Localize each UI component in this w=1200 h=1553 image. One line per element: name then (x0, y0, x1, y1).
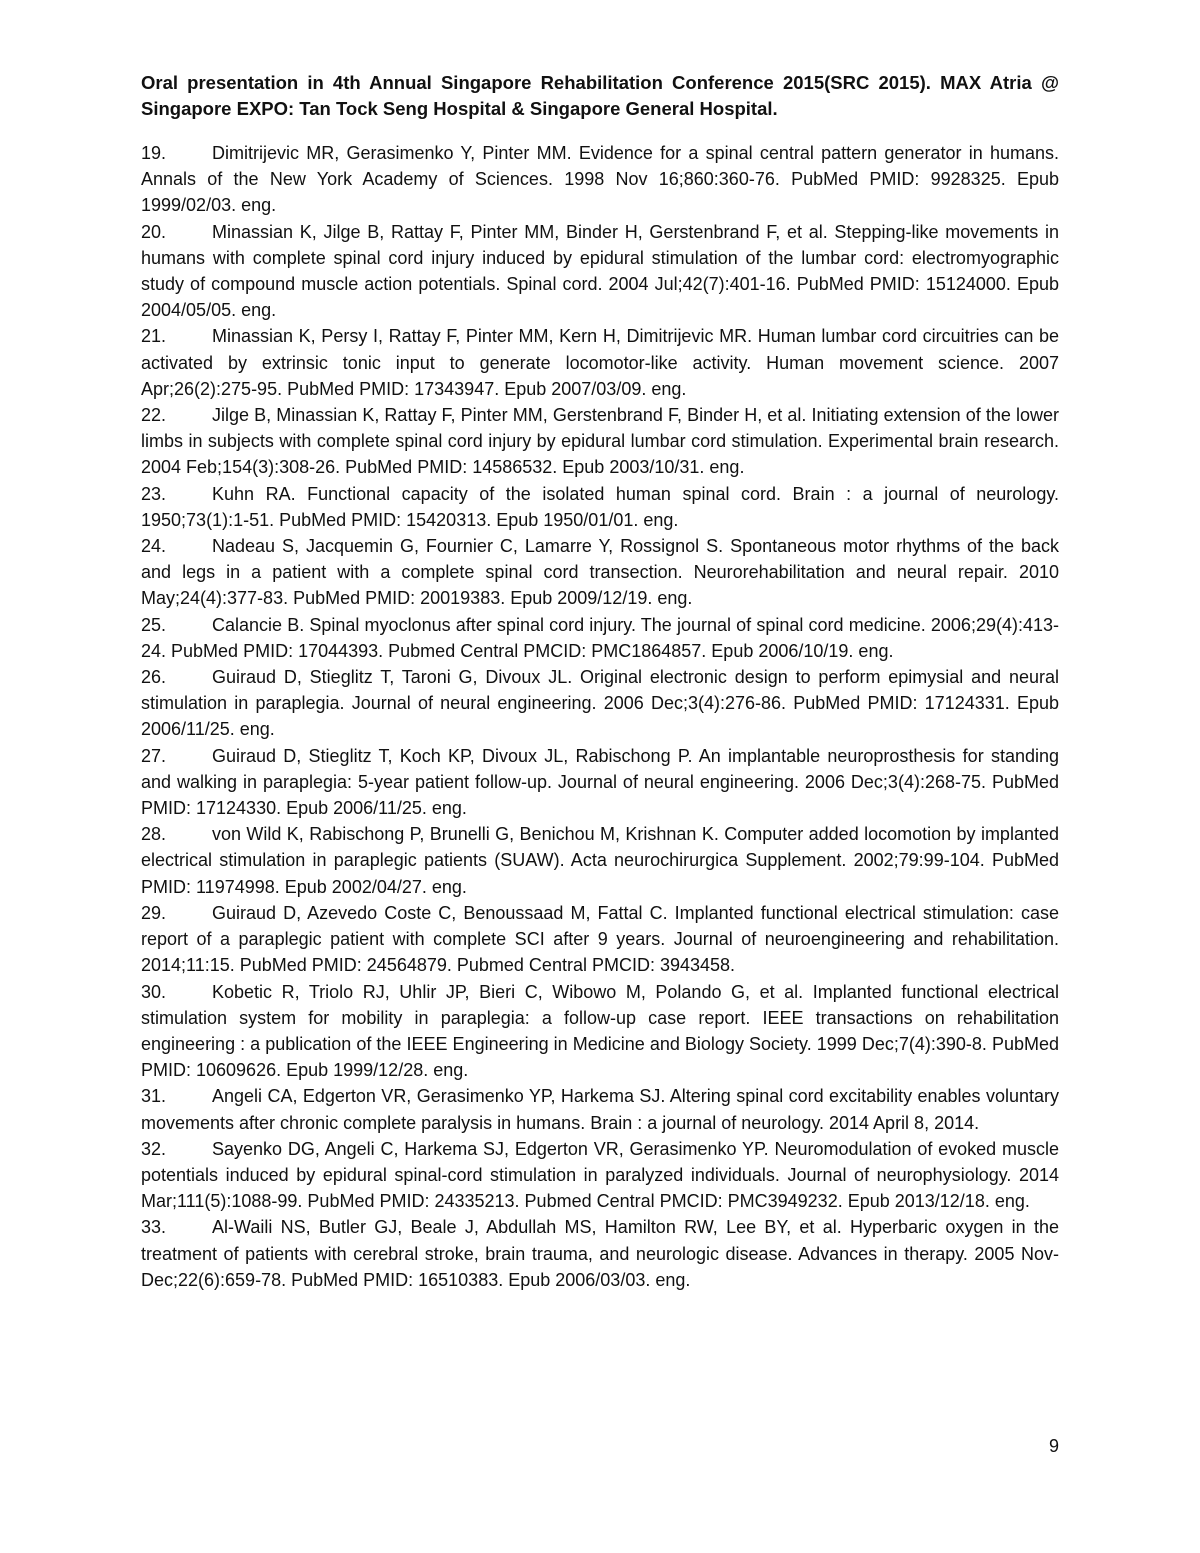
reference-text: Angeli CA, Edgerton VR, Gerasimenko YP, Harkema SJ. Altering spinal cord excitability enables voluntary movements after chronic complete paralysis in humans. Brain : a journal of neurology. 2014 April 8, 2014. (141, 1086, 1059, 1133)
reference-item (141, 979, 1059, 1084)
presentation-heading: Oral presentation in 4th Annual Singapore Rehabilitation Conference 2015(SRC 2015). MAX Atria @ Singapore EXPO: Tan Tock Seng Hospital & Singapore General Hospital. (141, 72, 1059, 119)
reference-text: Minassian K, Persy I, Rattay F, Pinter MM, Kern H, Dimitrijevic MR. Human lumbar cord circuitries can be activated by extrinsic tonic input to generate locomotor-like activity. Human movement science. 2007 Apr;26(2):275-95. PubMed PMID: 17343947. Epub 2007/03/09. eng. (141, 326, 1059, 399)
reference-item (141, 664, 1059, 743)
reference-number: 22. (141, 405, 167, 426)
reference-number: 32. (141, 1138, 167, 1159)
reference-number: 20. (141, 221, 167, 242)
reference-text: Jilge B, Minassian K, Rattay F, Pinter MM, Gerstenbrand F, Binder H, et al. Initiating extension of the lower limbs in subjects with complete spinal cord injury by epidural lumbar cord stimulation. Experimental brain research. 2004 Feb;154(3):308-26. PubMed PMID: 14586532. Epub 2003/10/31. eng. (141, 405, 1059, 478)
reference-item (141, 140, 1059, 219)
reference-item (141, 900, 1059, 979)
reference-text: Al-Waili NS, Butler GJ, Beale J, Abdullah MS, Hamilton RW, Lee BY, et al. Hyperbaric oxygen in the treatment of patients with cerebral stroke, brain trauma, and neurologic disease. Advances in therapy. 2005 Nov-Dec;22(6):659-78. PubMed PMID: 16510383. Epub 2006/03/03. eng. (141, 1217, 1059, 1290)
reference-text: Kobetic R, Triolo RJ, Uhlir JP, Bieri C, Wibowo M, Polando G, et al. Implanted functional electrical stimulation system for mobility in paraplegia: a follow-up case report. IEEE transactions on rehabilitation engineering : a publication of the IEEE Engineering in Medicine and Biology Society. 1999 Dec;7(4):390-8. PubMed PMID: 10609626. Epub 1999/12/28. eng. (141, 981, 1059, 1081)
reference-item (141, 1083, 1059, 1135)
reference-list (141, 140, 1059, 1293)
reference-number: 25. (141, 614, 167, 635)
reference-number: 31. (141, 1086, 167, 1107)
reference-text: von Wild K, Rabischong P, Brunelli G, Benichou M, Krishnan K. Computer added locomotion by implanted electrical stimulation in paraplegic patients (SUAW). Acta neurochirurgica Supplement. 2002;79:99-104. PubMed PMID: 11974998. Epub 2002/04/27. eng. (141, 824, 1059, 897)
reference-number: 24. (141, 536, 167, 557)
reference-number: 33. (141, 1217, 167, 1238)
reference-item (141, 612, 1059, 664)
reference-item (141, 402, 1059, 481)
reference-text: Sayenko DG, Angeli C, Harkema SJ, Edgerton VR, Gerasimenko YP. Neuromodulation of evoked muscle potentials induced by epidural spinal-cord stimulation in paralyzed individuals. Journal of neurophysiology. 2014 Mar;111(5):1088-99. PubMed PMID: 24335213. Pubmed Central PMCID: PMC3949232. Epub 2013/12/18. eng. (141, 1138, 1059, 1212)
document-page (141, 70, 1059, 1293)
reference-item (141, 481, 1059, 533)
reference-number: 29. (141, 902, 167, 923)
reference-text: Dimitrijevic MR, Gerasimenko Y, Pinter MM. Evidence for a spinal central pattern generator in humans. Annals of the New York Academy of Sciences. 1998 Nov 16;860:360-76. PubMed PMID: 9928325. Epub 1999/02/03. eng. (141, 143, 1059, 216)
reference-number: 21. (141, 326, 167, 347)
reference-text: Calancie B. Spinal myoclonus after spinal cord injury. The journal of spinal cord medicine. 2006;29(4):413-24. PubMed PMID: 17044393. Pubmed Central PMCID: PMC1864857. Epub 2006/10/19. eng. (141, 614, 1059, 661)
reference-text: Minassian K, Jilge B, Rattay F, Pinter MM, Binder H, Gerstenbrand F, et al. Stepping-like movements in humans with complete spinal cord injury induced by epidural stimulation of the lumbar cord: electromyographic study of compound muscle action potentials. Spinal cord. 2004 Jul;42(7):401-16. PubMed PMID: 15124000. Epub 2004/05/05. eng. (141, 221, 1059, 321)
reference-item (141, 323, 1059, 402)
reference-number: 30. (141, 981, 167, 1002)
reference-number: 19. (141, 143, 167, 163)
reference-number: 27. (141, 745, 167, 766)
reference-number: 28. (141, 824, 167, 845)
reference-item (141, 533, 1059, 612)
reference-item (141, 821, 1059, 900)
reference-number: 26. (141, 667, 167, 688)
reference-item (141, 743, 1059, 822)
reference-item (141, 219, 1059, 324)
reference-text: Kuhn RA. Functional capacity of the isolated human spinal cord. Brain : a journal of neurology. 1950;73(1):1-51. PubMed PMID: 15420313. Epub 1950/01/01. eng. (141, 483, 1059, 530)
reference-number: 23. (141, 483, 167, 504)
reference-text: Guiraud D, Azevedo Coste C, Benoussaad M, Fattal C. Implanted functional electrical stimulation: case report of a paraplegic patient with complete SCI after 9 years. Journal of neuroengineering and rehabilitation. 2014;11:15. PubMed PMID: 24564879. Pubmed Central PMCID: 3943458. (141, 902, 1059, 976)
reference-item (141, 1214, 1059, 1293)
reference-text: Guiraud D, Stieglitz T, Koch KP, Divoux JL, Rabischong P. An implantable neuroprosthesis for standing and walking in paraplegia: 5-year patient follow-up. Journal of neural engineering. 2006 Dec;3(4):268-75. PubMed PMID: 17124330. Epub 2006/11/25. eng. (141, 745, 1059, 819)
reference-text: Nadeau S, Jacquemin G, Fournier C, Lamarre Y, Rossignol S. Spontaneous motor rhythms of the back and legs in a patient with a complete spinal cord transection. Neurorehabilitation and neural repair. 2010 May;24(4):377-83. PubMed PMID: 20019383. Epub 2009/12/19. eng. (141, 536, 1059, 609)
page-number: 9 (1048, 1436, 1059, 1456)
reference-item (141, 1136, 1059, 1215)
reference-text: Guiraud D, Stieglitz T, Taroni G, Divoux JL. Original electronic design to perform epimysial and neural stimulation in paraplegia. Journal of neural engineering. 2006 Dec;3(4):276-86. PubMed PMID: 17124331. Epub 2006/11/25. eng. (141, 667, 1059, 740)
